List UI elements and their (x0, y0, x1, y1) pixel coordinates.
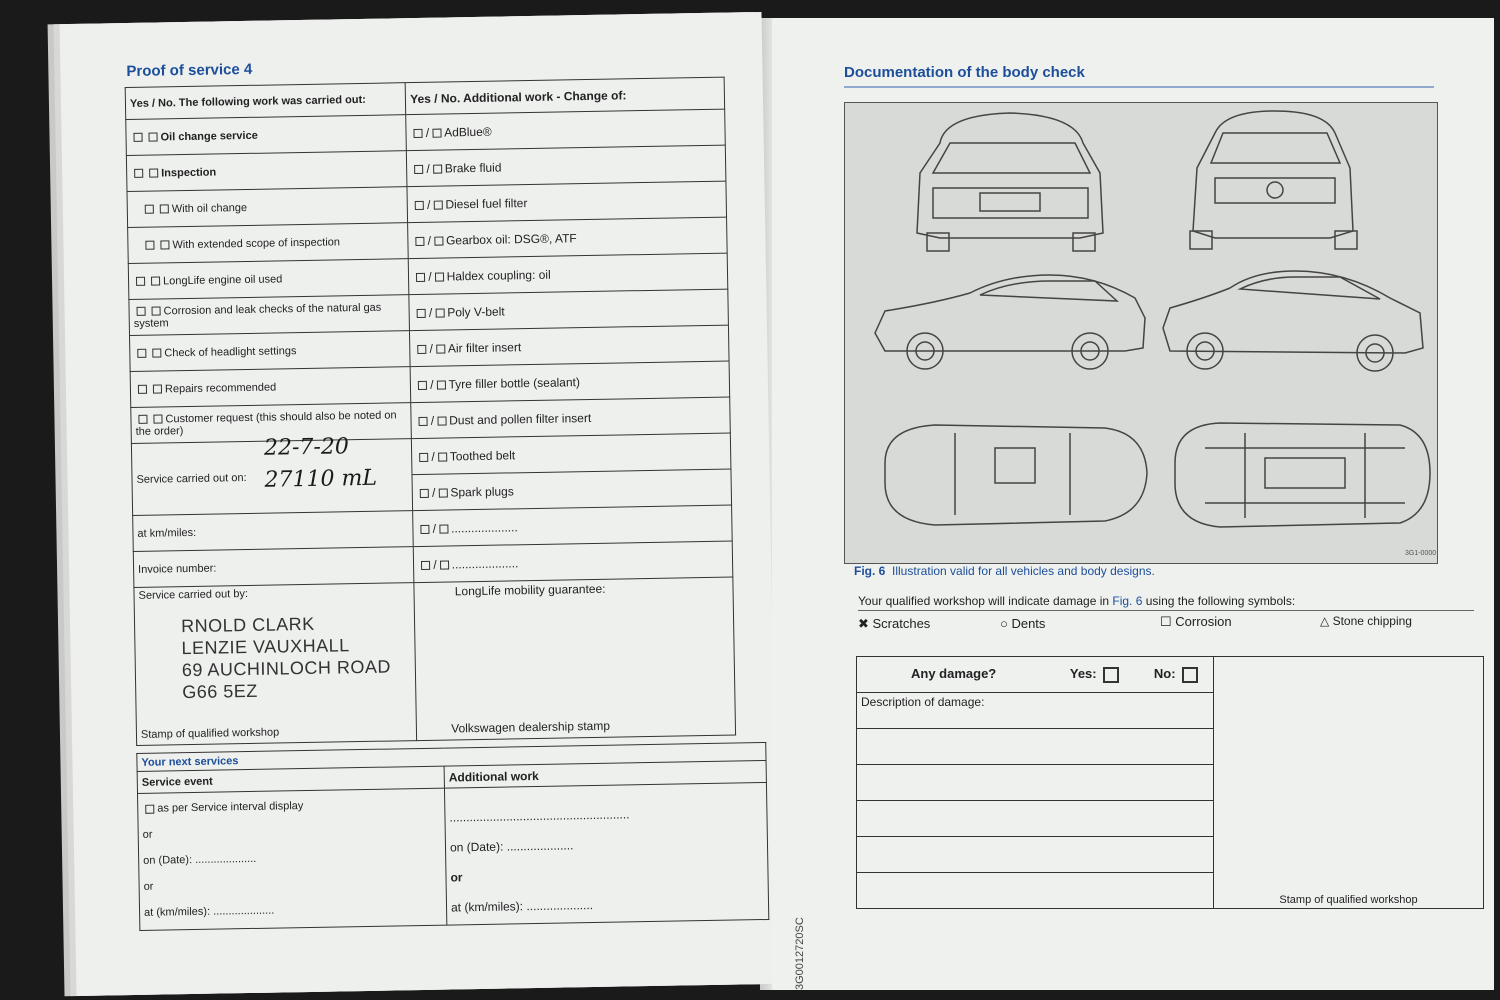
figure-caption (854, 564, 1155, 578)
checkbox[interactable] (437, 416, 446, 425)
checkbox[interactable] (134, 169, 143, 178)
additional-label: Toothed belt (449, 447, 516, 463)
checkbox[interactable] (137, 307, 146, 316)
additional-row: / Tyre filler bottle (sealant) (410, 361, 729, 403)
additional-row: / Brake fluid (407, 145, 726, 187)
next-date-field[interactable]: on (Date): .................... (143, 852, 257, 867)
checkbox[interactable] (152, 349, 161, 358)
stamp-line: 69 AUCHINLOCH ROAD (181, 656, 392, 681)
checkbox[interactable] (136, 277, 145, 286)
checkbox[interactable] (435, 308, 444, 317)
additional-label: Dust and pollen filter insert (449, 410, 592, 427)
additional-label: .................... (450, 519, 518, 535)
stamp-workshop-label: Stamp of qualified workshop (140, 726, 280, 741)
car-diagrams (845, 103, 1437, 563)
checkbox[interactable] (421, 561, 430, 570)
checkbox[interactable] (152, 307, 161, 316)
dents-symbol: ○ Dents (1000, 616, 1046, 631)
additional-row: / .................... (414, 541, 733, 583)
vw-stamp-cell (414, 577, 735, 741)
additional-row: / Haldex coupling: oil (408, 253, 727, 295)
intro-text: Your qualified workshop will indicate damage in (858, 594, 1110, 608)
checkbox[interactable] (440, 560, 449, 569)
car-top-view (885, 425, 1147, 525)
additional-row: / Dust and pollen filter insert (411, 397, 730, 439)
next-line: or (142, 828, 153, 841)
checkbox[interactable] (145, 205, 154, 214)
checkbox[interactable] (419, 453, 428, 462)
vw-stamp-label: Volkswagen dealership stamp (451, 718, 611, 736)
service-table (125, 77, 736, 746)
checkbox[interactable] (418, 381, 427, 390)
additional-km-field[interactable]: at (km/miles): .................... (450, 898, 594, 915)
service-on-label: Service carried out on: (136, 471, 247, 486)
additional-label: Brake fluid (444, 160, 502, 175)
page-title: Documentation of the body check (844, 64, 1085, 81)
next-line: or (450, 870, 463, 885)
symbols-intro (858, 594, 1295, 608)
additional-label: .................... (451, 555, 519, 571)
checkbox[interactable] (439, 524, 448, 533)
additional-row: / Air filter insert (410, 325, 729, 367)
intro-text: using the following symbols: (1145, 594, 1296, 608)
checkbox[interactable] (133, 133, 142, 142)
work-row (128, 223, 409, 264)
additional-header: Yes / No. Additional work - Change of: (405, 77, 724, 115)
checkbox[interactable] (414, 165, 423, 174)
additional-row: / Gearbox oil: DSG®, ATF (408, 217, 727, 259)
invoice-cell[interactable]: Invoice number: (133, 547, 414, 588)
checkbox[interactable] (160, 204, 169, 213)
next-km-field[interactable]: at (km/miles): .................... (143, 904, 275, 919)
checkbox[interactable] (149, 169, 158, 178)
work-label: Check of headlight settings (164, 344, 297, 359)
checkbox[interactable] (432, 128, 441, 137)
checkbox[interactable] (145, 241, 154, 250)
checkbox[interactable] (416, 273, 425, 282)
checkbox[interactable] (434, 236, 443, 245)
additional-label: Haldex coupling: oil (446, 267, 551, 283)
work-row (129, 295, 410, 336)
checkbox[interactable] (138, 415, 147, 424)
additional-label: Tyre filler bottle (sealant) (448, 374, 581, 391)
description-label: Description of damage: (857, 693, 1214, 729)
work-row (126, 151, 407, 192)
km-cell[interactable]: at km/miles: (133, 511, 414, 552)
service-event-header: Service event (137, 766, 444, 793)
next-line-text: as per Service interval display (157, 800, 304, 815)
additional-row: / AdBlue® (406, 109, 725, 151)
description-line[interactable] (857, 765, 1214, 801)
work-header: Yes / No. The following work was carried out: (125, 83, 406, 120)
checkbox[interactable] (160, 240, 169, 249)
work-row (127, 187, 408, 228)
stamp-line: G66 5EZ (182, 680, 258, 703)
workshop-stamp-cell (134, 583, 417, 746)
additional-work-header: Additional work (444, 760, 766, 788)
car-side-view (1163, 271, 1423, 371)
checkbox[interactable] (153, 415, 162, 424)
handwritten-miles: 27110 mL (264, 465, 378, 493)
checkbox[interactable] (145, 804, 154, 813)
stone-chipping-symbol: △ Stone chipping (1320, 614, 1412, 628)
additional-label: Spark plugs (450, 483, 514, 499)
checkbox[interactable] (421, 525, 430, 534)
additional-row: / Toothed belt (412, 433, 731, 475)
checkbox[interactable] (415, 201, 424, 210)
checkbox[interactable] (148, 133, 157, 142)
additional-label: Gearbox oil: DSG®, ATF (445, 230, 577, 247)
any-damage-label: Any damage? (911, 666, 997, 682)
checkbox[interactable] (438, 488, 447, 497)
fig-link[interactable]: Fig. 6 (1112, 594, 1143, 608)
work-row (126, 115, 407, 156)
additional-row: / .................... (413, 505, 732, 547)
checkbox[interactable] (417, 309, 426, 318)
damage-stamp-cell (1214, 657, 1484, 909)
document-code: 3G0012720SC (794, 917, 806, 990)
checkbox[interactable] (138, 385, 147, 394)
additional-row: / Diesel fuel filter (407, 181, 726, 223)
right-page (772, 18, 1494, 990)
additional-row: / Spark plugs (412, 469, 731, 511)
any-damage-row (857, 657, 1214, 693)
description-line[interactable] (857, 873, 1214, 909)
description-line[interactable] (857, 729, 1214, 765)
body-check-figure (844, 102, 1438, 564)
checkbox[interactable] (433, 200, 442, 209)
work-row (130, 331, 411, 372)
work-label: Corrosion and leak checks of the natural gas system (133, 301, 382, 330)
checkbox[interactable] (436, 380, 445, 389)
figure-code: 3G1-0000 (1405, 550, 1437, 557)
checkbox[interactable] (435, 272, 444, 281)
car-front-view (1190, 111, 1357, 249)
work-row (130, 367, 411, 408)
additional-work-cell (444, 782, 768, 925)
car-underbody-view (1175, 423, 1430, 527)
checkbox[interactable] (137, 349, 146, 358)
next-line: or (143, 880, 154, 893)
service-event-cell (138, 788, 447, 930)
symbols-rule (858, 610, 1474, 611)
next-services-title: Your next services (137, 742, 766, 771)
stamp-line: LENZIE VAUXHALL (181, 635, 350, 659)
scratches-symbol: ✖ Scratches (858, 616, 931, 631)
car-side-view (875, 275, 1145, 369)
service-by-label: Service carried out by: (138, 587, 249, 602)
work-label: Repairs recommended (164, 380, 277, 395)
checkbox[interactable] (416, 237, 425, 246)
additional-label: Air filter insert (447, 339, 522, 355)
damage-table (856, 656, 1484, 909)
no-label: No: (1153, 666, 1176, 682)
checkbox[interactable] (419, 417, 428, 426)
page-title: Proof of service 4 (126, 60, 253, 81)
figure-label: Fig. 6 (854, 564, 886, 578)
title-rule (844, 86, 1434, 88)
checkbox[interactable] (436, 344, 445, 353)
additional-label: AdBlue® (443, 124, 492, 140)
checkbox[interactable] (420, 489, 429, 498)
work-label: LongLife engine oil used (162, 272, 283, 287)
no-checkbox[interactable] (1182, 667, 1198, 683)
checkbox[interactable] (417, 345, 426, 354)
longlife-label: LongLife mobility guarantee: (454, 581, 606, 599)
additional-label: Diesel fuel filter (445, 195, 528, 211)
work-label: With oil change (171, 201, 248, 215)
stamp-line: RNOLD CLARK (180, 613, 315, 637)
service-date-cell (131, 434, 412, 516)
checkbox[interactable] (414, 129, 423, 138)
work-row (128, 259, 409, 300)
corrosion-symbol: ☐ Corrosion (1160, 614, 1232, 629)
work-label: Oil change service (160, 129, 258, 143)
additional-row: / Poly V-belt (409, 289, 728, 331)
additional-work-field[interactable]: ...................................................... (449, 807, 630, 825)
checkbox[interactable] (153, 385, 162, 394)
damage-stamp-label: Stamp of qualified workshop (1279, 894, 1418, 906)
additional-date-field[interactable]: on (Date): .................... (449, 838, 574, 855)
car-rear-view (917, 113, 1103, 251)
next-services-table (136, 742, 769, 931)
handwritten-date: 22-7-20 (263, 434, 350, 461)
yes-label: Yes: (1069, 666, 1097, 682)
left-page (60, 12, 779, 996)
work-label: Customer request (this should also be noted on the order) (135, 408, 397, 438)
checkbox[interactable] (151, 277, 160, 286)
yes-checkbox[interactable] (1103, 667, 1119, 683)
work-label: With extended scope of inspection (172, 235, 341, 251)
checkbox[interactable] (433, 164, 442, 173)
description-line[interactable] (857, 837, 1214, 873)
additional-label: Poly V-belt (447, 303, 505, 319)
work-label: Inspection (161, 165, 217, 179)
description-line[interactable] (857, 801, 1214, 837)
figure-caption-text: Illustration valid for all vehicles and body designs. (892, 564, 1155, 578)
checkbox[interactable] (438, 452, 447, 461)
workshop-stamp (181, 612, 392, 704)
